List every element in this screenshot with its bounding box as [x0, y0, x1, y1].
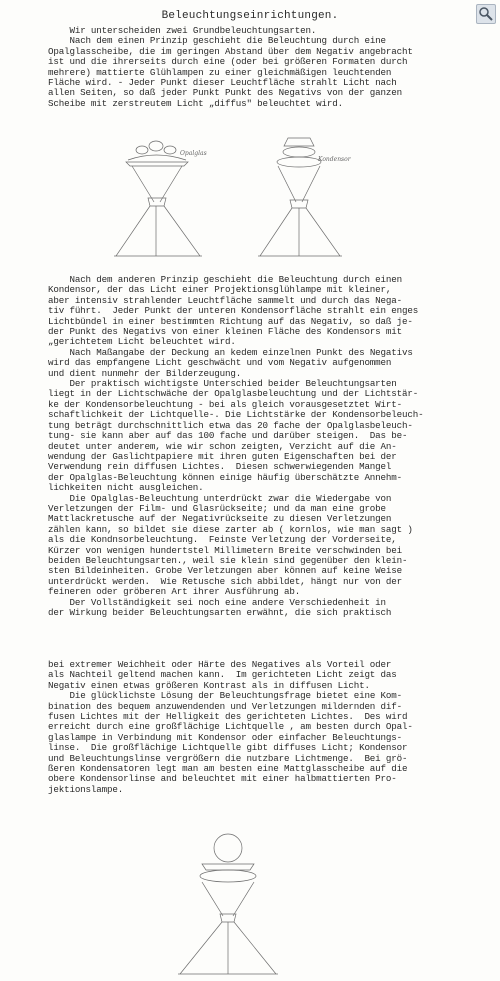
- paragraph-3: bei extremer Weichheit oder Härte des Negatives als Vorteil oder als Nachteil geltend machen kann. Im gerichteten Licht zeigt das Negativ einen etwas größeren Kontrast als in diffusen Licht. Die glücklichste Lösung der Beleuchtungsfrage bietet eine Kom- bination des bequem anzuwendenden und Verletzungen mildernden dif- fusen Lichtes mit der Helligkeit des gerichteten Lichtes. Des wird erreicht durch eine großflächige Lichtquelle , am besten durch Opal- glaslampe in Verbindung mit Kondensor oder einfacher Beleuchtungs- linse. Die großflächige Lichtquelle gibt diffuses Licht; Kondensor und Beleuchtungslinse vergrößern die nutzbare Lichtmenge. Bei grö- ßeren Kondensatoren legt man am besten eine Mattglasscheibe auf die obere Kondensorlinse and beleuchtet mit einer halbmattierten Pro- jektionslampe.: [48, 659, 413, 795]
- sketch-label-right: Kondensor: [318, 156, 351, 163]
- sketch-label-left: Opalglas: [180, 150, 207, 157]
- paragraph-1: Wir unterscheiden zwei Grundbeleuchtungsarten. Nach dem einen Prinzip geschieht die Beleuchtung durch eine Opalglasscheibe, die im geringen Abstand über dem Negativ angebracht ist und die ihrerseits durch eine (oder bei größeren Formaten durch mehrere) mattierte Glühlampen zu einer gleichmäßigen leuchtenden Fläche wird. - Jeder Punkt dieser Leuchtfläche strahlt Licht nach allen Seiten, so daß jeder Punkt Punkt des Negativs von der ganzen Scheibe mit zerstreutem Licht „diffus" beleuchtet wird.: [48, 25, 413, 109]
- kondensor-lamp-sketch: [250, 132, 350, 260]
- document-title: Beleuchtungseinrichtungen.: [161, 10, 339, 22]
- paragraph-2: Nach dem anderen Prinzip geschieht die Beleuchtung durch einen Kondensor, der das Licht einer Projektionsglühlampe mit kleiner, aber intensiv strahlender Leuchtfläche sammelt und durch das Nega- tiv führt. Jeder Punkt der unteren Kondensorfläche strahlt ein enges Lichtbündel in einer bestimmten Richtung auf das Negativ, so daß je- der Punkt des Negativs von einer kleinen Fläche des Kondensors mit „gerichtetem Licht beleuchtet wird. Nach Maßangabe der Deckung an kedem einzelnen Punkt des Negativs wird das empfangene Licht geschwächt und vom Negativ aufgenommen und dient nunmehr der Bilderzeugung. Der praktisch wichtigste Unterschied beider Beleuchtungsarten liegt in der Lichtschwäche der Opalglasbeleuchtung und der Lichtstär- ke der Kondensorbeleuchtung - bei als gleich vorausgesetztet Wirt- schaftlichkeit der Lichtquelle-. Die Lichtstärke der Kondensorbeleuch- tung beträgt durchschnittlich etwa das 20 fache der Opalglasbeleuch- tung- sie kann aber auf das 100 fache und darüber steigen. Das be- deutet unter anderem, wie wir schon zeigten, Verzicht auf die An- wendung der Gaslichtpapiere mit ihren guten Eigenschaften bei der Verwendung rein diffusen Lichtes. Diesen schwerwiegenden Mangel der Opalglas-Beleuchtung können einige häufig überschätzte Annehm- lichkeiten nicht ausgleichen. Die Opalglas-Beleuchtung unterdrückt zwar die Wiedergabe von Verletzungen der Film- und Glasrückseite; und da man eine grobe Mattlackretusche auf der Negativrückseite zu diesen Verletzungen zählen kann, so bildet sie diese zarter ab ( kornlos, wie man sagt ) als die Kondnsorbeleuchtung. Feinste Verletzung der Vorderseite, Kürzer von wenigen hundertstel Millimetern Breite verschwinden bei beiden Beleuchtungsarten., weil sie klein sind gegenüber den klein- sten Bildeinheiten. Grobe Verletzungen aber können auf keine Weise unterdrückt werden. Wie Retusche sich abbildet, hängt nur von der feineren oder gröberen Art ihrer Ausführung ab. Der Vollständigkeit sei noch eine andere Verschiedenheit in der Wirkung beider Beleuchtungsarten erwähnt, die sich praktisch: [48, 274, 424, 618]
- combined-lamp-sketch: [168, 830, 288, 978]
